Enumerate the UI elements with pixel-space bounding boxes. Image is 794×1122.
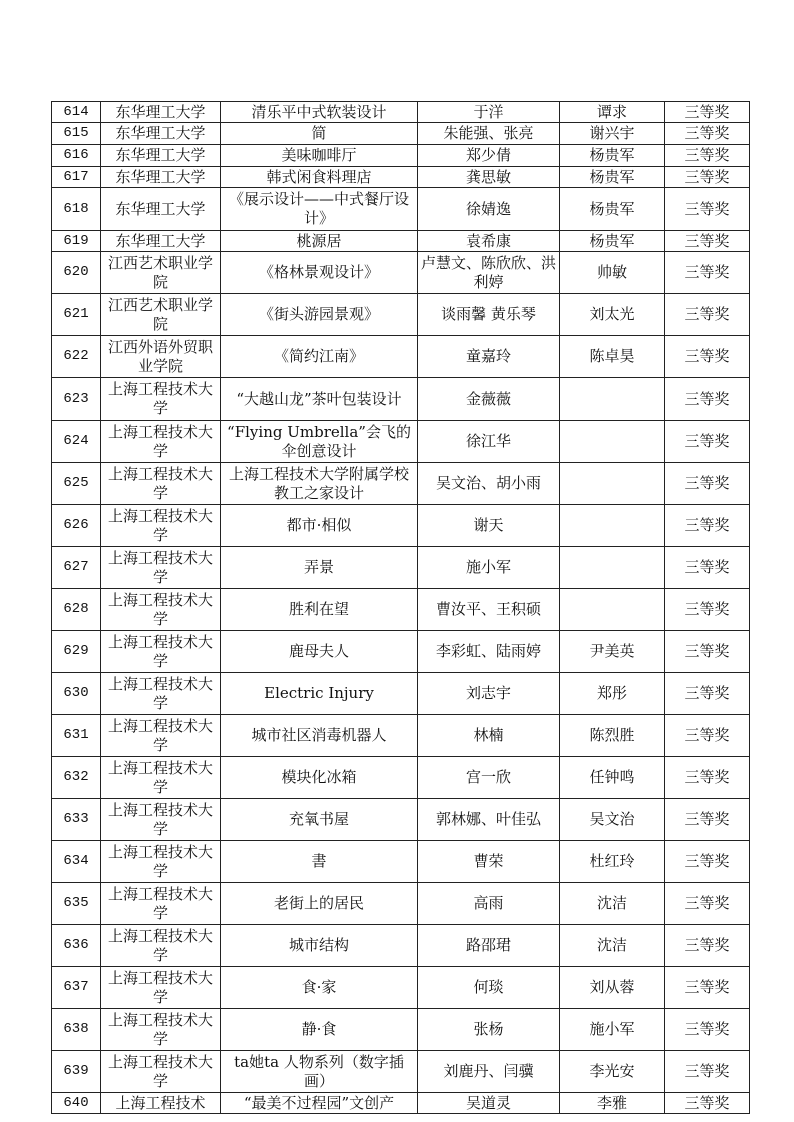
advisor: 杨贵军 <box>560 231 665 252</box>
table-row <box>52 231 750 252</box>
school-name: 东华理工大学 <box>101 188 221 231</box>
authors: 曹荣 <box>418 841 560 883</box>
award-level: 三等奖 <box>665 1009 750 1051</box>
table-row <box>52 925 750 967</box>
school-name: 上海工程技术大学 <box>101 883 221 925</box>
table-row <box>52 167 750 188</box>
work-title: 胜利在望 <box>221 589 418 631</box>
row-number: 614 <box>52 102 101 123</box>
row-number: 628 <box>52 589 101 631</box>
work-title: “大越山龙”茶叶包装设计 <box>221 378 418 421</box>
work-title: 《街头游园景观》 <box>221 294 418 336</box>
award-list-table <box>51 101 750 1114</box>
award-level: 三等奖 <box>665 231 750 252</box>
school-name: 上海工程技术大学 <box>101 673 221 715</box>
row-number: 619 <box>52 231 101 252</box>
authors: 刘鹿丹、闫骥 <box>418 1051 560 1093</box>
school-name: 上海工程技术大学 <box>101 799 221 841</box>
row-number: 631 <box>52 715 101 757</box>
authors: 谢天 <box>418 505 560 547</box>
table-row <box>52 715 750 757</box>
table-row <box>52 421 750 463</box>
advisor: 尹美英 <box>560 631 665 673</box>
work-title: 上海工程技术大学附属学校教工之家设计 <box>221 463 418 505</box>
work-title: 書 <box>221 841 418 883</box>
row-number: 623 <box>52 378 101 421</box>
advisor: 杨贵军 <box>560 167 665 188</box>
award-level: 三等奖 <box>665 967 750 1009</box>
authors: 徐江华 <box>418 421 560 463</box>
table-row <box>52 1009 750 1051</box>
authors: 金薇薇 <box>418 378 560 421</box>
table-row <box>52 883 750 925</box>
table-row <box>52 123 750 145</box>
row-number: 629 <box>52 631 101 673</box>
row-number: 633 <box>52 799 101 841</box>
authors: 朱能强、张亮 <box>418 123 560 145</box>
work-title: Electric Injury <box>221 673 418 715</box>
advisor: 李雅 <box>560 1093 665 1114</box>
table-row <box>52 841 750 883</box>
work-title: 《简约江南》 <box>221 336 418 378</box>
award-level: 三等奖 <box>665 631 750 673</box>
authors: 高雨 <box>418 883 560 925</box>
table-row <box>52 1093 750 1114</box>
award-level: 三等奖 <box>665 294 750 336</box>
school-name: 江西外语外贸职业学院 <box>101 336 221 378</box>
work-title: 充氧书屋 <box>221 799 418 841</box>
work-title: 桃源居 <box>221 231 418 252</box>
row-number: 618 <box>52 188 101 231</box>
advisor: 施小军 <box>560 1009 665 1051</box>
row-number: 634 <box>52 841 101 883</box>
advisor: 李光安 <box>560 1051 665 1093</box>
award-level: 三等奖 <box>665 883 750 925</box>
work-title: 《展示设计——中式餐厅设计》 <box>221 188 418 231</box>
work-title: 都市·相似 <box>221 505 418 547</box>
school-name: 上海工程技术大学 <box>101 589 221 631</box>
school-name: 上海工程技术大学 <box>101 715 221 757</box>
award-level: 三等奖 <box>665 336 750 378</box>
award-level: 三等奖 <box>665 925 750 967</box>
work-title: 弄景 <box>221 547 418 589</box>
advisor: 任钟鸣 <box>560 757 665 799</box>
table-row <box>52 252 750 294</box>
award-level: 三等奖 <box>665 102 750 123</box>
row-number: 615 <box>52 123 101 145</box>
award-level: 三等奖 <box>665 673 750 715</box>
award-level: 三等奖 <box>665 505 750 547</box>
work-title: 城市社区消毒机器人 <box>221 715 418 757</box>
work-title: 美味咖啡厅 <box>221 145 418 167</box>
work-title: 鹿母夫人 <box>221 631 418 673</box>
school-name: 上海工程技术大学 <box>101 378 221 421</box>
table-row <box>52 1051 750 1093</box>
school-name: 上海工程技术大学 <box>101 925 221 967</box>
school-name: 江西艺术职业学院 <box>101 252 221 294</box>
award-level: 三等奖 <box>665 799 750 841</box>
award-level: 三等奖 <box>665 589 750 631</box>
award-level: 三等奖 <box>665 1093 750 1114</box>
award-level: 三等奖 <box>665 378 750 421</box>
award-level: 三等奖 <box>665 252 750 294</box>
advisor <box>560 378 665 421</box>
award-level: 三等奖 <box>665 715 750 757</box>
school-name: 上海工程技术大学 <box>101 421 221 463</box>
row-number: 621 <box>52 294 101 336</box>
advisor <box>560 547 665 589</box>
row-number: 627 <box>52 547 101 589</box>
advisor: 杨贵军 <box>560 145 665 167</box>
work-title: 老街上的居民 <box>221 883 418 925</box>
advisor: 郑彤 <box>560 673 665 715</box>
table-row <box>52 294 750 336</box>
row-number: 632 <box>52 757 101 799</box>
table-row <box>52 505 750 547</box>
school-name: 上海工程技术大学 <box>101 1009 221 1051</box>
authors: 宫一欣 <box>418 757 560 799</box>
advisor: 谭求 <box>560 102 665 123</box>
school-name: 上海工程技术大学 <box>101 547 221 589</box>
school-name: 上海工程技术大学 <box>101 967 221 1009</box>
award-level: 三等奖 <box>665 547 750 589</box>
table-row <box>52 589 750 631</box>
table-row <box>52 102 750 123</box>
row-number: 616 <box>52 145 101 167</box>
table-row <box>52 757 750 799</box>
school-name: 东华理工大学 <box>101 231 221 252</box>
work-title: 《格林景观设计》 <box>221 252 418 294</box>
authors: 童嘉玲 <box>418 336 560 378</box>
authors: 何琰 <box>418 967 560 1009</box>
table-row <box>52 145 750 167</box>
school-name: 东华理工大学 <box>101 123 221 145</box>
row-number: 622 <box>52 336 101 378</box>
school-name: 上海工程技术大学 <box>101 841 221 883</box>
school-name: 东华理工大学 <box>101 102 221 123</box>
school-name: 东华理工大学 <box>101 167 221 188</box>
authors: 吴道灵 <box>418 1093 560 1114</box>
advisor: 杜红玲 <box>560 841 665 883</box>
advisor: 刘从蓉 <box>560 967 665 1009</box>
work-title: 韩式闲食料理店 <box>221 167 418 188</box>
row-number: 639 <box>52 1051 101 1093</box>
school-name: 上海工程技术大学 <box>101 757 221 799</box>
work-title: “Flying Umbrella”会飞的伞创意设计 <box>221 421 418 463</box>
school-name: 东华理工大学 <box>101 145 221 167</box>
row-number: 636 <box>52 925 101 967</box>
school-name: 江西艺术职业学院 <box>101 294 221 336</box>
authors: 徐婧逸 <box>418 188 560 231</box>
advisor: 陈卓昊 <box>560 336 665 378</box>
table-row <box>52 799 750 841</box>
work-title: 静·食 <box>221 1009 418 1051</box>
award-level: 三等奖 <box>665 421 750 463</box>
row-number: 617 <box>52 167 101 188</box>
advisor: 杨贵军 <box>560 188 665 231</box>
work-title: 食·家 <box>221 967 418 1009</box>
authors: 龚思敏 <box>418 167 560 188</box>
award-level: 三等奖 <box>665 1051 750 1093</box>
authors: 林楠 <box>418 715 560 757</box>
authors: 路邵珺 <box>418 925 560 967</box>
table-row <box>52 547 750 589</box>
table-row <box>52 631 750 673</box>
work-title: ta她ta 人物系列（数字插画） <box>221 1051 418 1093</box>
row-number: 626 <box>52 505 101 547</box>
advisor <box>560 463 665 505</box>
advisor: 沈洁 <box>560 883 665 925</box>
authors: 谈雨馨 黄乐琴 <box>418 294 560 336</box>
row-number: 635 <box>52 883 101 925</box>
award-level: 三等奖 <box>665 841 750 883</box>
advisor <box>560 505 665 547</box>
row-number: 640 <box>52 1093 101 1114</box>
table-row <box>52 188 750 231</box>
table-row <box>52 967 750 1009</box>
advisor: 谢兴宇 <box>560 123 665 145</box>
work-title: 清乐平中式软装设计 <box>221 102 418 123</box>
row-number: 638 <box>52 1009 101 1051</box>
advisor <box>560 421 665 463</box>
work-title: 城市结构 <box>221 925 418 967</box>
advisor: 沈洁 <box>560 925 665 967</box>
row-number: 625 <box>52 463 101 505</box>
advisor <box>560 589 665 631</box>
school-name: 上海工程技术大学 <box>101 505 221 547</box>
advisor: 吴文治 <box>560 799 665 841</box>
work-title: 模块化冰箱 <box>221 757 418 799</box>
row-number: 637 <box>52 967 101 1009</box>
award-level: 三等奖 <box>665 757 750 799</box>
authors: 李彩虹、陆雨婷 <box>418 631 560 673</box>
authors: 施小军 <box>418 547 560 589</box>
advisor: 帅敏 <box>560 252 665 294</box>
award-level: 三等奖 <box>665 463 750 505</box>
school-name: 上海工程技术 <box>101 1093 221 1114</box>
award-level: 三等奖 <box>665 123 750 145</box>
row-number: 630 <box>52 673 101 715</box>
award-level: 三等奖 <box>665 167 750 188</box>
authors: 卢慧文、陈欣欣、洪利婷 <box>418 252 560 294</box>
authors: 袁希康 <box>418 231 560 252</box>
row-number: 624 <box>52 421 101 463</box>
table-row <box>52 673 750 715</box>
table-row <box>52 336 750 378</box>
authors: 吴文治、胡小雨 <box>418 463 560 505</box>
row-number: 620 <box>52 252 101 294</box>
authors: 于洋 <box>418 102 560 123</box>
work-title: “最美不过程园”文创产 <box>221 1093 418 1114</box>
table-row <box>52 378 750 421</box>
work-title: 简 <box>221 123 418 145</box>
school-name: 上海工程技术大学 <box>101 1051 221 1093</box>
authors: 郑少倩 <box>418 145 560 167</box>
school-name: 上海工程技术大学 <box>101 631 221 673</box>
table-row <box>52 463 750 505</box>
authors: 曹汝平、王积硕 <box>418 589 560 631</box>
authors: 刘志宇 <box>418 673 560 715</box>
award-level: 三等奖 <box>665 188 750 231</box>
authors: 郭林娜、叶佳弘 <box>418 799 560 841</box>
school-name: 上海工程技术大学 <box>101 463 221 505</box>
advisor: 刘太光 <box>560 294 665 336</box>
authors: 张杨 <box>418 1009 560 1051</box>
advisor: 陈烈胜 <box>560 715 665 757</box>
award-level: 三等奖 <box>665 145 750 167</box>
